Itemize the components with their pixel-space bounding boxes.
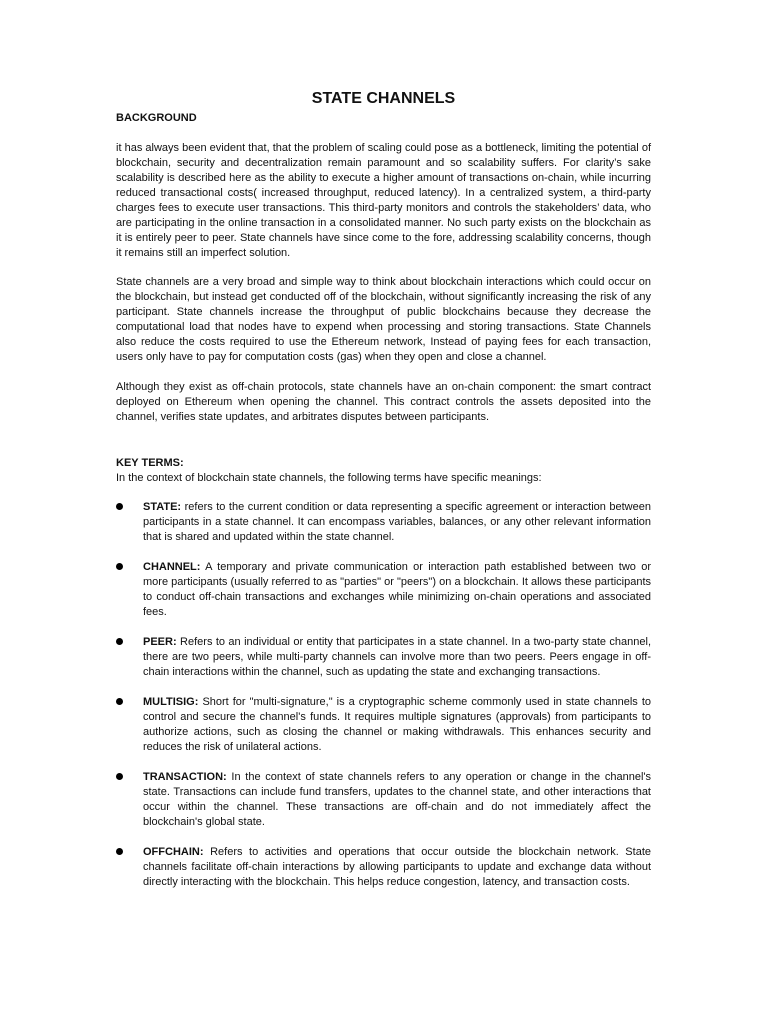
- term-item-transaction: [116, 770, 651, 830]
- term-definition: Short for "multi-signature," is a cryptographic scheme commonly used in state channels to control and secure the channel's funds. It requires multiple signatures (approvals) from participants to authorize actions, such as closing the channel or making withdrawals. This enhances security and reduces the risk of unilateral actions.: [143, 696, 651, 753]
- key-terms-heading: KEY TERMS:: [116, 457, 184, 469]
- term-definition: Refers to activities and operations that occur outside the blockchain network. State channels facilitate off-chain interactions by allowing participants to update and exchange data without directly interacting with the blockchain. This helps reduce congestion, latency, and transaction costs.: [143, 846, 651, 888]
- term-name: PEER:: [143, 636, 177, 648]
- term-name: MULTISIG:: [143, 696, 199, 708]
- term-item-offchain: [116, 845, 651, 890]
- background-heading: BACKGROUND: [116, 112, 197, 124]
- term-definition: Refers to an individual or entity that participates in a state channel. In a two-party state channel, there are two peers, while multi-party channels can involve more than two peers. Peers engage in off-chain interactions within the channel, such as updating the state and exchanging transactions.: [143, 636, 651, 678]
- key-terms-intro: In the context of blockchain state channels, the following terms have specific meanings:: [116, 472, 542, 484]
- term-definition: In the context of state channels refers to any operation or change in the channel's state. Transactions can include fund transfers, updates to the channel state, and other interactions that occur within the channel. These transactions are off-chain and do not immediately affect the blockchain's global state.: [143, 771, 651, 828]
- bullet-icon: [116, 563, 123, 570]
- term-item-multisig: [116, 695, 651, 755]
- bullet-icon: [116, 773, 123, 780]
- background-paragraph-2: State channels are a very broad and simple way to think about blockchain interactions which could occur on the blockchain, but instead get conducted off of the blockchain, without significantly increasing the risk of any participant. State channels increase the throughput of public blockchains because they decrease the computational load that nodes have to expend when processing and storing transactions. State Channels also reduce the costs required to use the Ethereum network, Instead of paying fees for each transaction, users only have to pay for computation costs (gas) when they open and close a channel.: [116, 276, 651, 363]
- term-item-channel: [116, 560, 651, 620]
- term-definition: refers to the current condition or data representing a specific agreement or interaction between participants in a state channel. It can encompass variables, balances, or any other relevant information that is shared and updated within the state channel.: [143, 501, 651, 543]
- bullet-icon: [116, 503, 123, 510]
- bullet-icon: [116, 848, 123, 855]
- background-paragraph-3: Although they exist as off-chain protocols, state channels have an on-chain component: the smart contract deployed on Ethereum when opening the channel. This contract controls the assets deposited into the channel, verifies state updates, and arbitrates disputes between participants.: [116, 381, 651, 423]
- bullet-icon: [116, 638, 123, 645]
- document-title: STATE CHANNELS: [311, 90, 456, 107]
- term-name: OFFCHAIN:: [143, 846, 204, 858]
- document-page: [116, 88, 651, 905]
- term-name: STATE:: [143, 501, 182, 513]
- bullet-icon: [116, 698, 123, 705]
- term-item-state: [116, 500, 651, 545]
- term-name: TRANSACTION:: [143, 771, 227, 783]
- key-terms-list: [116, 500, 651, 890]
- term-definition: A temporary and private communication or interaction path established between two or more participants (usually referred to as "parties" or "peers") on a blockchain. It allows these participants to conduct off-chain transactions and exchanges while minimizing on-chain operations and associated fees.: [143, 561, 651, 618]
- term-name: CHANNEL:: [143, 561, 201, 573]
- term-item-peer: [116, 635, 651, 680]
- background-paragraph-1: it has always been evident that, that the problem of scaling could pose as a bottleneck, limiting the potential of blockchain, security and decentralization remain paramount and so scalability suffers. For clarity’s sake scalability is described here as the ability to execute a higher amount of transactions on-chain, while incurring reduced transactional costs( increased throughput, reduced latency). In a centralized system, a third-party charges fees to execute user transactions. This third-party monitors and controls the stakeholders’ data, who are participating in the online transaction in a consolidated manner. No such party exists on the blockchain as it is entirely peer to peer. State channels have since come to the fore, addressing scalability concerns, though it remains still an imperfect solution.: [116, 142, 651, 259]
